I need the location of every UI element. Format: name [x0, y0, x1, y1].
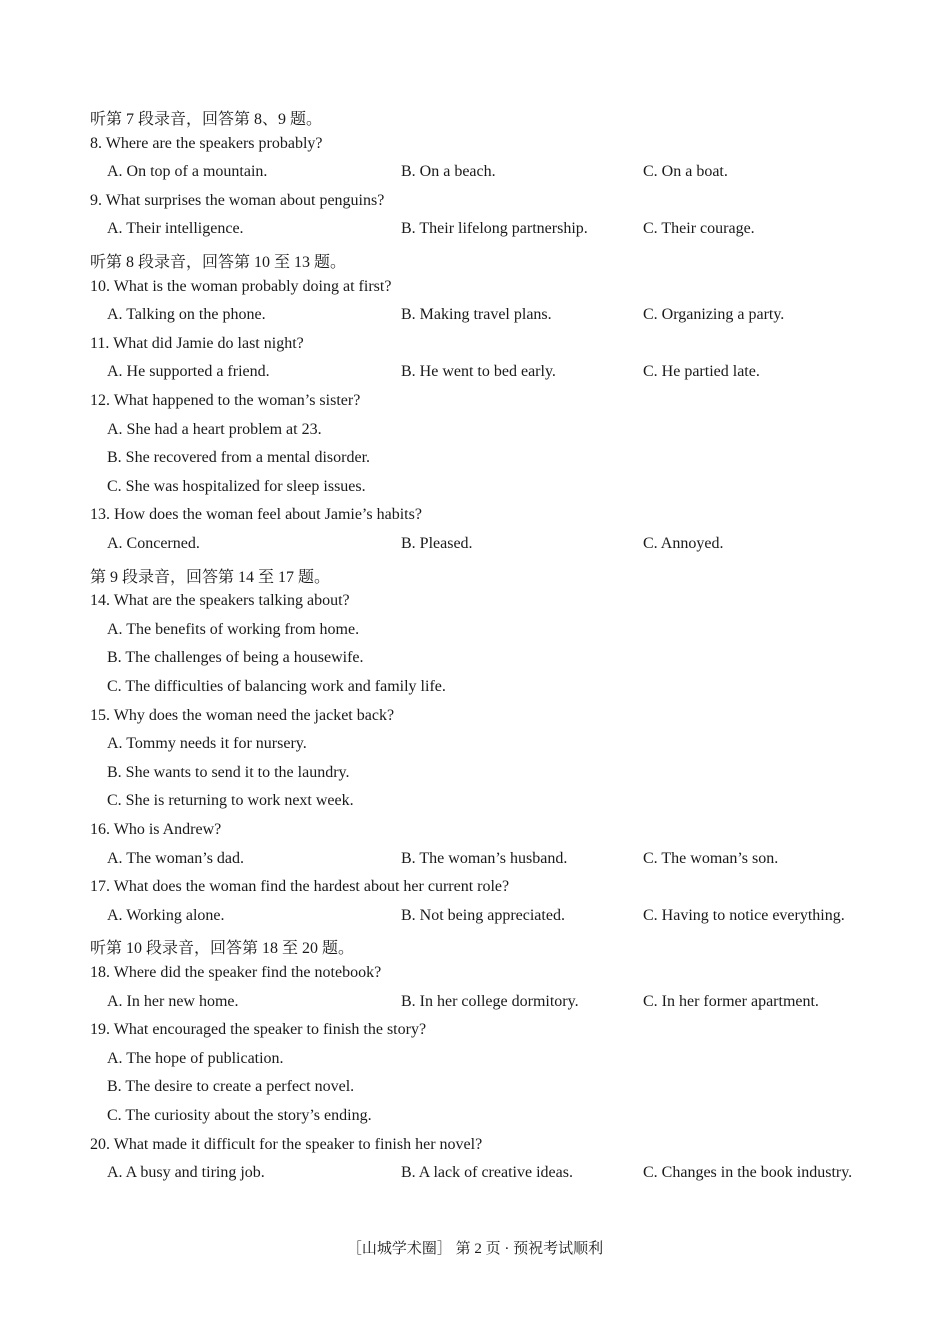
- option-c: C. Organizing a party.: [643, 306, 785, 324]
- option-a: A. Talking on the phone.: [107, 306, 266, 324]
- option-c: C. She is returning to work next week.: [107, 792, 354, 810]
- option-a: A. Working alone.: [107, 906, 225, 924]
- option-c: C. She was hospitalized for sleep issues.: [107, 477, 366, 495]
- option-b: B. Not being appreciated.: [401, 906, 565, 924]
- question-stem: 8. Where are the speakers probably?: [90, 134, 323, 152]
- section-heading: 听第 7 段录音，回答第 8、9 题。: [90, 111, 323, 128]
- option-a: A. The hope of publication.: [107, 1049, 284, 1067]
- option-b: B. The desire to create a perfect novel.: [107, 1078, 355, 1096]
- option-a: A. Concerned.: [107, 535, 200, 552]
- option-b: B. A lack of creative ideas.: [401, 1164, 573, 1182]
- question-stem: 12. What happened to the woman’s sister?: [90, 392, 361, 409]
- option-b: B. He went to bed early.: [401, 363, 556, 381]
- option-c: C. The woman’s son.: [643, 849, 779, 867]
- option-b: B. In her college dormitory.: [401, 992, 579, 1010]
- option-c: C. He partied late.: [643, 363, 760, 381]
- option-c: C. Having to notice everything.: [643, 906, 845, 924]
- question-stem: 9. What surprises the woman about penguins?: [90, 191, 385, 209]
- question-stem: 13. How does the woman feel about Jamie’s habits?: [90, 506, 422, 524]
- question-stem: 16. Who is Andrew?: [90, 821, 222, 838]
- section-heading: 听第 8 段录音，回答第 10 至 13 题。: [90, 254, 347, 271]
- option-a: A. On top of a mountain.: [107, 163, 268, 181]
- section-heading: 第 9 段录音，回答第 14 至 17 题。: [90, 568, 331, 586]
- option-a: A. The woman’s dad.: [107, 849, 245, 867]
- option-a: A. A busy and tiring job.: [107, 1164, 265, 1182]
- option-b: B. Their lifelong partnership.: [401, 220, 588, 238]
- option-b: B. Making travel plans.: [401, 306, 552, 324]
- option-c: C. Annoyed.: [643, 535, 724, 552]
- question-stem: 19. What encouraged the speaker to finish the story?: [90, 1021, 427, 1039]
- option-a: A. In her new home.: [107, 992, 239, 1010]
- option-a: A. He supported a friend.: [107, 363, 270, 381]
- option-b: B. She recovered from a mental disorder.: [107, 449, 371, 467]
- option-b: B. Pleased.: [401, 535, 473, 552]
- option-c: C. The curiosity about the story’s ending.: [107, 1107, 372, 1124]
- question-stem: 15. Why does the woman need the jacket back?: [90, 706, 395, 724]
- question-stem: 17. What does the woman find the hardest about her current role?: [90, 878, 510, 896]
- option-c: C. Their courage.: [643, 220, 755, 238]
- option-a: A. The benefits of working from home.: [107, 620, 360, 638]
- option-a: A. She had a heart problem at 23.: [107, 420, 322, 438]
- question-stem: 10. What is the woman probably doing at first?: [90, 277, 392, 295]
- option-b: B. The challenges of being a housewife.: [107, 649, 364, 667]
- question-stem: 14. What are the speakers talking about?: [90, 592, 350, 610]
- question-stem: 11. What did Jamie do last night?: [90, 334, 304, 352]
- page-footer: ［山城学术圈］ 第 2 页 · 预祝考试顺利: [346, 1241, 604, 1257]
- option-c: C. The difficulties of balancing work and family life.: [107, 678, 446, 695]
- option-c: C. On a boat.: [643, 163, 728, 181]
- question-stem: 20. What made it difficult for the speaker to finish her novel?: [90, 1135, 483, 1153]
- option-b: B. The woman’s husband.: [401, 849, 568, 867]
- option-a: A. Tommy needs it for nursery.: [107, 735, 307, 753]
- section-heading: 听第 10 段录音，回答第 18 至 20 题。: [90, 940, 355, 958]
- option-c: C. In her former apartment.: [643, 992, 819, 1010]
- option-a: A. Their intelligence.: [107, 220, 244, 238]
- option-b: B. On a beach.: [401, 163, 496, 181]
- question-stem: 18. Where did the speaker find the notebook?: [90, 964, 382, 981]
- option-b: B. She wants to send it to the laundry.: [107, 763, 350, 781]
- option-c: C. Changes in the book industry.: [643, 1164, 853, 1182]
